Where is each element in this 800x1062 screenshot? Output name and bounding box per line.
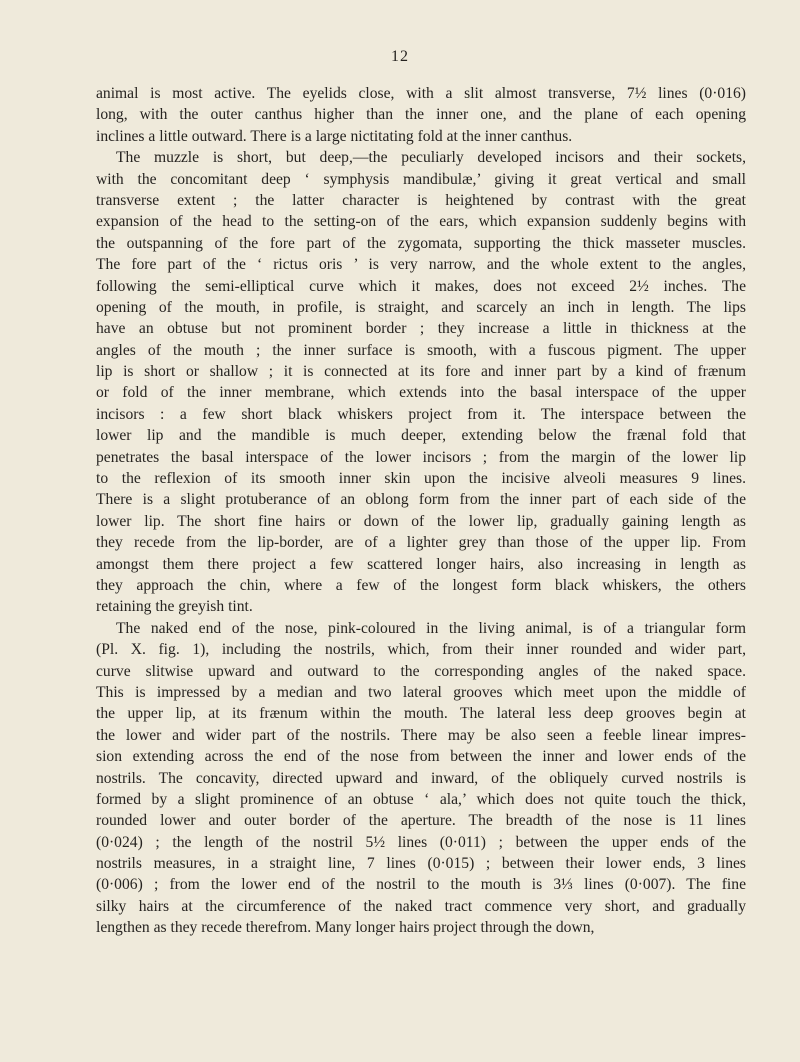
text-line: (0·024) ; the length of the nostril 5½ lines (0·011) ; between the upper ends of the <box>96 833 746 851</box>
text-line: expansion of the head to the setting-on of the ears, which expansion suddenly begins with <box>96 213 746 231</box>
text-line: lower lip and the mandible is much deeper, extending below the frænal fold that <box>96 427 746 445</box>
text-line: amongst them there project a few scattered longer hairs, also increasing in length as <box>96 555 746 573</box>
text-line: inclines a little outward. There is a large nictitating fold at the inner canthus. <box>96 127 573 145</box>
text-line: retaining the greyish tint. <box>96 598 253 616</box>
text-line: with the concomitant deep ‘ symphysis mandibulæ,’ giving it great vertical and small <box>96 170 746 188</box>
text-line: lower lip. The short fine hairs or down of the lower lip, gradually gaining length as <box>96 512 746 530</box>
text-line: nostrils measures, in a straight line, 7 lines (0·015) ; between their lower ends, 3 lines <box>96 855 746 873</box>
text-line: the outspanning of the fore part of the zygomata, supporting the thick masseter muscles. <box>96 234 746 252</box>
text-line: nostrils. The concavity, directed upward and inward, of the obliquely curved nostrils is <box>96 769 746 787</box>
text-line: The naked end of the nose, pink-coloured in the living animal, is of a triangular form <box>116 619 746 637</box>
text-line: animal is most active. The eyelids close, with a slit almost transverse, 7½ lines (0·016) <box>96 85 746 102</box>
text-line: the lower and wider part of the nostrils. There may be also seen a feeble linear impres- <box>96 726 746 744</box>
text-line: they approach the chin, where a few of the longest form black whiskers, the others <box>96 576 746 594</box>
text-line: (Pl. X. fig. 1), including the nostrils, which, from their inner rounded and wider part, <box>96 641 746 659</box>
text-line: long, with the outer canthus higher than the inner one, and the plane of each opening <box>96 106 746 124</box>
text-line: (0·006) ; from the lower end of the nostril to the mouth is 3⅓ lines (0·007). The fine <box>96 876 746 894</box>
text-line: opening of the mouth, in profile, is straight, and scarcely an inch in length. The lips <box>96 298 746 316</box>
text-line: penetrates the basal interspace of the lower incisors ; from the margin of the lower lip <box>96 448 746 466</box>
page-number: 12 <box>391 48 409 65</box>
text-line: the upper lip, at its frænum within the mouth. The lateral less deep grooves begin at <box>96 705 746 723</box>
text-line: transverse extent ; the latter character is heightened by contrast with the great <box>96 191 746 209</box>
text-line: lengthen as they recede therefrom. Many longer hairs project through the down, <box>96 919 595 937</box>
text-line: The muzzle is short, but deep,—the peculiarly developed incisors and their sockets, <box>116 149 746 167</box>
body-text <box>96 83 746 939</box>
text-line: following the semi-elliptical curve which it makes, does not exceed 2½ inches. The <box>96 277 746 295</box>
text-line: silky hairs at the circumference of the naked tract commence very short, and gradually <box>96 897 746 915</box>
text-line: have an obtuse but not prominent border ; they increase a little in thickness at the <box>96 320 746 338</box>
text-line: or fold of the inner membrane, which extends into the basal interspace of the upper <box>96 384 746 402</box>
text-line: sion extending across the end of the nose from between the inner and lower ends of the <box>96 748 746 766</box>
text-line: curve slitwise upward and outward to the corresponding angles of the naked space. <box>96 662 746 680</box>
text-line: incisors : a few short black whiskers project from it. The interspace between the <box>96 405 746 423</box>
text-line: rounded lower and outer border of the aperture. The breadth of the nose is 11 lines <box>96 812 746 830</box>
text-line: lip is short or shallow ; it is connected at its fore and inner part by a kind of frænum <box>96 363 746 381</box>
text-line: formed by a slight prominence of an obtuse ‘ ala,’ which does not quite touch the thick, <box>96 790 746 808</box>
text-line: they recede from the lip-border, are of a lighter grey than those of the upper lip. From <box>96 534 746 552</box>
text-line: There is a slight protuberance of an oblong form from the inner part of each side of the <box>96 491 746 509</box>
text-line: angles of the mouth ; the inner surface is smooth, with a fuscous pigment. The upper <box>96 341 746 359</box>
text-line: This is impressed by a median and two lateral grooves which meet upon the middle of <box>96 683 746 701</box>
text-line: The fore part of the ‘ rictus oris ’ is very narrow, and the whole extent to the angles, <box>96 256 746 274</box>
text-line: to the reflexion of its smooth inner skin upon the incisive alveoli measures 9 lines. <box>96 470 746 488</box>
